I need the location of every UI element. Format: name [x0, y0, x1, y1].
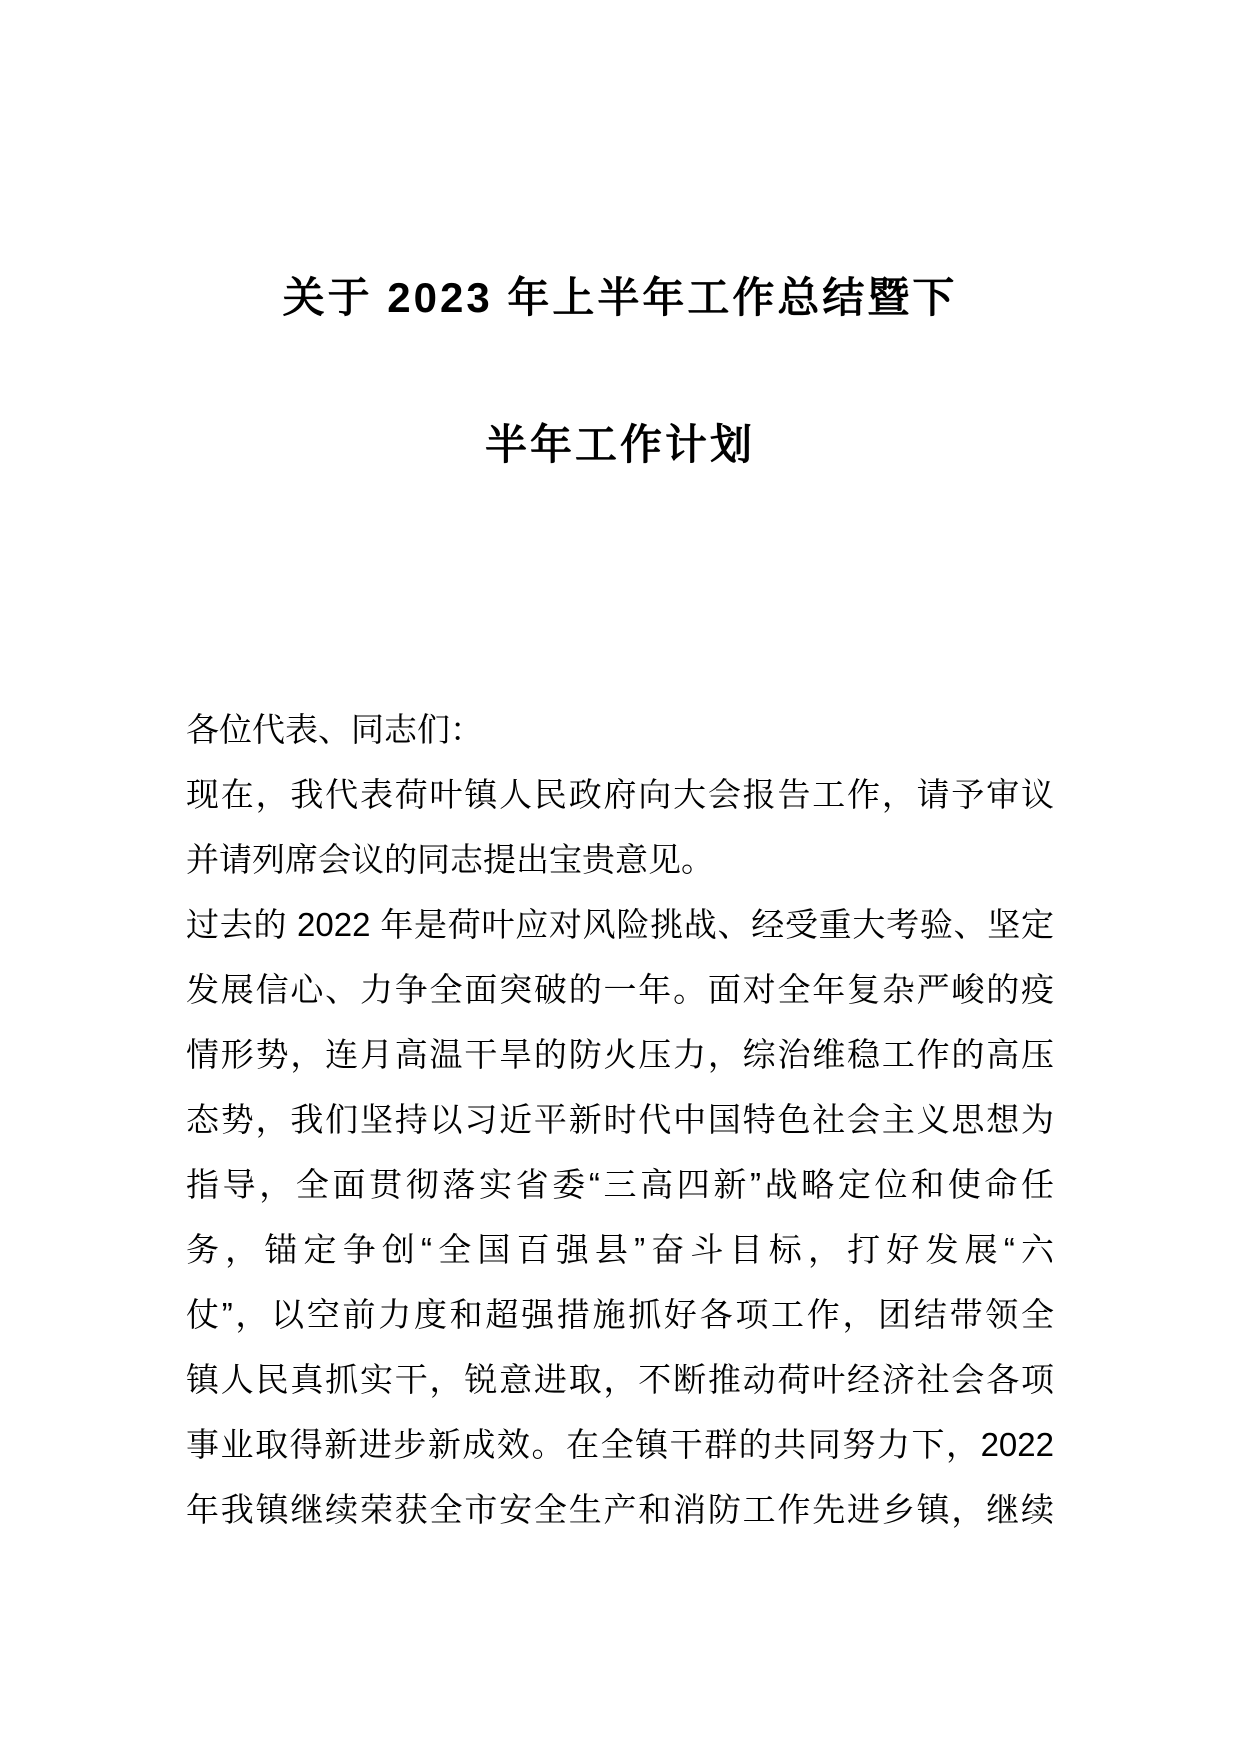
body-line: 务，锚定争创“全国百强县”奋斗目标，打好发展“六 — [186, 1231, 1054, 1268]
body-line: 发展信心、力争全面突破的一年。面对全年复杂严峻的疫 — [186, 971, 1054, 1008]
document-title-line-1: 关于 2023 年上半年工作总结暨下 — [282, 274, 958, 321]
body-line: 事业取得新进步新成效。在全镇干群的共同努力下，2022 — [186, 1426, 1054, 1463]
body-line: 镇人民真抓实干，锐意进取，不断推动荷叶经济社会各项 — [186, 1361, 1054, 1398]
body-line: 过去的 2022 年是荷叶应对风险挑战、经受重大考验、坚定 — [186, 906, 1054, 943]
body-line: 并请列席会议的同志提出宝贵意见。 — [186, 841, 714, 878]
body-line: 仗”，以空前力度和超强措施抓好各项工作，团结带领全 — [186, 1296, 1054, 1333]
body-line: 现在，我代表荷叶镇人民政府向大会报告工作，请予审议 — [186, 776, 1054, 813]
body-line: 指导，全面贯彻落实省委“三高四新”战略定位和使命任 — [186, 1166, 1054, 1203]
body-line: 年我镇继续荣获全市安全生产和消防工作先进乡镇，继续 — [186, 1491, 1054, 1528]
document-title — [0, 224, 1240, 518]
body-line: 态势，我们坚持以习近平新时代中国特色社会主义思想为 — [186, 1101, 1054, 1138]
document-body — [186, 697, 1054, 1542]
body-line: 情形势，连月高温干旱的防火压力，综治维稳工作的高压 — [186, 1036, 1054, 1073]
document-title-line-2: 半年工作计划 — [484, 421, 755, 468]
body-line: 各位代表、同志们： — [186, 711, 483, 748]
